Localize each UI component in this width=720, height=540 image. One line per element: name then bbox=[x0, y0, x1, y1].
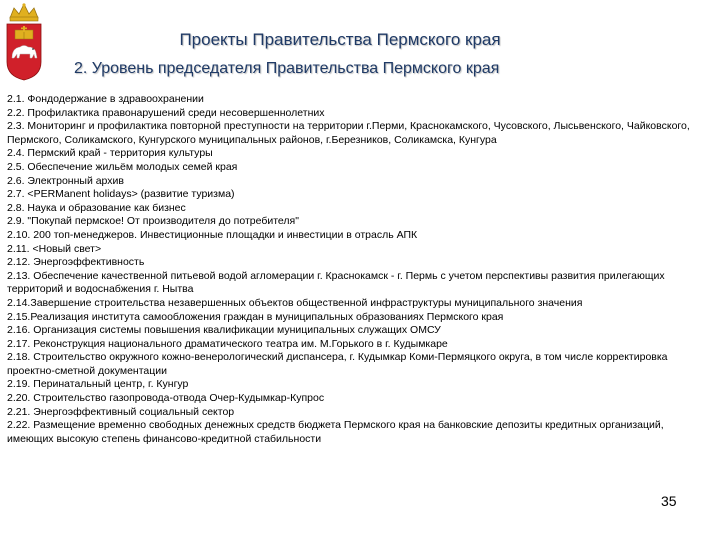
list-item: 2.16. Организация системы повышения квалификации муниципальных служащих ОМСУ bbox=[7, 324, 441, 337]
list-item: 2.10. 200 топ-менеджеров. Инвестиционные площадки и инвестиции в отрасль АПК bbox=[7, 228, 418, 241]
list-item: 2.19. Перинатальный центр, г. Кунгур bbox=[7, 378, 189, 391]
list-item: 2.11. <Новый свет> bbox=[7, 242, 102, 255]
list-item: 2.3. Мониторинг и профилактика повторной преступности на территории г.Перми, Краснокамского, Чусовского, Лысьвенского, Чайковского, Пермского, Соликамского, Кунгурского муниципальных районов, г.Березников, Соликамска, Кунгура bbox=[7, 120, 690, 146]
list-item: 2.21. Энергоэффективный социальный сектор bbox=[7, 405, 235, 418]
project-list bbox=[7, 93, 707, 446]
page-subtitle: 2. Уровень председателя Правительства Пермского края bbox=[74, 60, 500, 77]
perm-krai-coat-of-arms-icon bbox=[4, 0, 44, 82]
list-item: 2.5. Обеспечение жильём молодых семей края bbox=[7, 160, 238, 173]
list-item: 2.9. "Покупай пермское! От производителя до потребителя" bbox=[7, 215, 299, 228]
list-item: 2.15.Реализация института самообложения граждан в муниципальных образованиях Пермского края bbox=[7, 310, 504, 323]
list-item: 2.8. Наука и образование как бизнес bbox=[7, 201, 186, 214]
list-item: 2.14.Завершение строительства незавершенных объектов общественной инфраструктуры муниципального значения bbox=[7, 296, 583, 309]
page-number: 35 bbox=[661, 493, 677, 509]
list-item: 2.12. Энергоэффективность bbox=[7, 256, 145, 269]
list-item: 2.22. Размещение временно свободных денежных средств бюджета Пермского края на банковские депозиты кредитных организаций, имеющих высокую степень финансово-кредитной стабильности bbox=[7, 419, 664, 445]
list-item: 2.6. Электронный архив bbox=[7, 174, 124, 187]
list-item: 2.17. Реконструкция национального драматического театра им. М.Горького в г. Кудымкаре bbox=[7, 337, 448, 350]
list-item: 2.4. Пермский край - территория культуры bbox=[7, 147, 213, 160]
list-item: 2.13. Обеспечение качественной питьевой водой агломерации г. Краснокамск - г. Пермь с учетом перспективы развития прилегающих территорий и водоснабжения г. Нытва bbox=[7, 269, 665, 296]
list-item: 2.1. Фондодержание в здравоохранении bbox=[7, 93, 204, 105]
list-item: 2.20. Строительство газопровода-отвода Очер-Кудымкар-Купрос bbox=[7, 392, 325, 405]
list-item: 2.2. Профилактика правонарушений среди несовершеннолетних bbox=[7, 106, 325, 119]
list-item: 2.18. Строительство окружного кожно-венерологический диспансера, г. Кудымкар Коми-Пермяцкого округа, в том числе корректировка проектно-сметной документации bbox=[7, 351, 668, 377]
page-title: Проекты Правительства Пермского края bbox=[179, 30, 501, 49]
list-item: 2.7. <PERManent holidays> (развитие туризма) bbox=[7, 188, 235, 201]
